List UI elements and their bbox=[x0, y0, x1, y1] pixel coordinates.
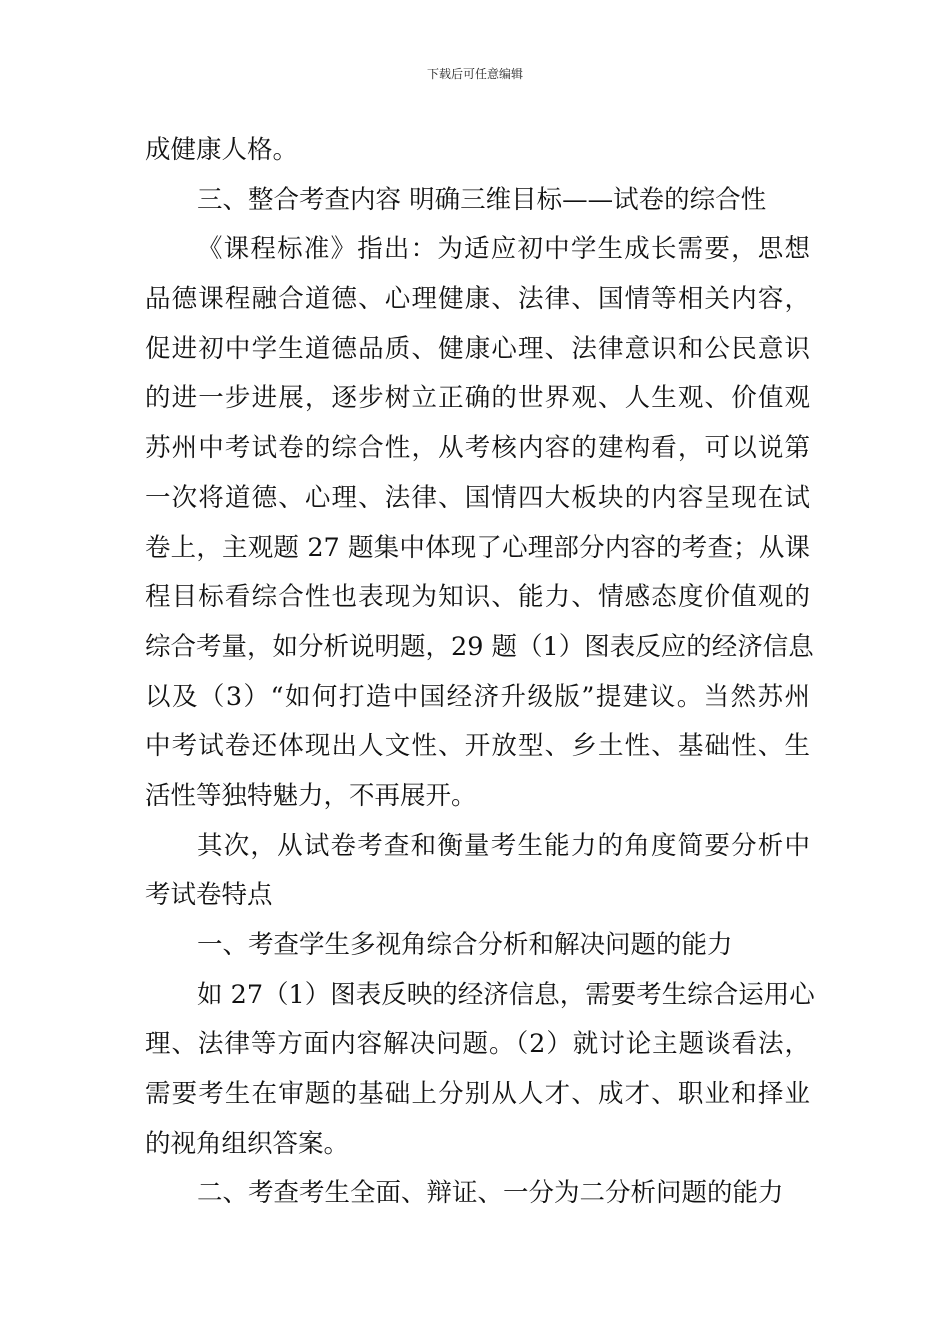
text-line: 《课程标准》指出：为适应初中学生成长需要，思想 bbox=[197, 234, 810, 265]
text-line: 需要考生在审题的基础上分别从人才、成才、职业和择业 bbox=[145, 1079, 810, 1110]
document-body bbox=[145, 126, 815, 1219]
text-line: 以及（3）“如何打造中国经济升级版”提建议。当然苏州 bbox=[145, 681, 810, 712]
text-line: 三、整合考查内容 明确三维目标——试卷的综合性 bbox=[197, 184, 767, 215]
text-line: 一、考查学生多视角综合分析和解决问题的能力 bbox=[197, 930, 733, 960]
text-line: 如 27（1）图表反映的经济信息，需要考生综合运用心 bbox=[197, 979, 815, 1010]
text-line: 考试卷特点 bbox=[145, 880, 273, 911]
text-line: 的进一步进展，逐步树立正确的世界观、人生观、价值观 bbox=[145, 383, 810, 414]
text-line: 其次，从试卷考查和衡量考生能力的角度简要分析中 bbox=[197, 830, 810, 861]
text-line: 程目标看综合性也表现为知识、能力、情感态度价值观的 bbox=[145, 582, 810, 613]
text-line: 成健康人格。 bbox=[145, 135, 299, 165]
page-header: 下载后可任意编辑 bbox=[426, 67, 523, 81]
text-line: 活性等独特魅力，不再展开。 bbox=[145, 780, 477, 811]
text-line: 卷上，主观题 27 题集中体现了心理部分内容的考查；从课 bbox=[145, 532, 810, 563]
text-line: 促进初中学生道德品质、健康心理、法律意识和公民意识 bbox=[145, 333, 810, 364]
text-line: 苏州中考试卷的综合性，从考核内容的建构看，可以说第 bbox=[145, 433, 810, 464]
text-line: 中考试卷还体现出人文性、开放型、乡土性、基础性、生 bbox=[145, 731, 810, 762]
text-line: 理、法律等方面内容解决问题。（2）就讨论主题谈看法， bbox=[145, 1029, 810, 1060]
text-line: 品德课程融合道德、心理健康、法律、国情等相关内容， bbox=[145, 284, 810, 315]
text-line: 的视角组织答案。 bbox=[145, 1128, 350, 1159]
text-line: 一次将道德、心理、法律、国情四大板块的内容呈现在试 bbox=[145, 482, 810, 513]
text-line: 综合考量，如分析说明题，29 题（1）图表反应的经济信息 bbox=[145, 631, 814, 662]
text-line: 二、考查考生全面、辩证、一分为二分析问题的能力 bbox=[197, 1178, 784, 1209]
